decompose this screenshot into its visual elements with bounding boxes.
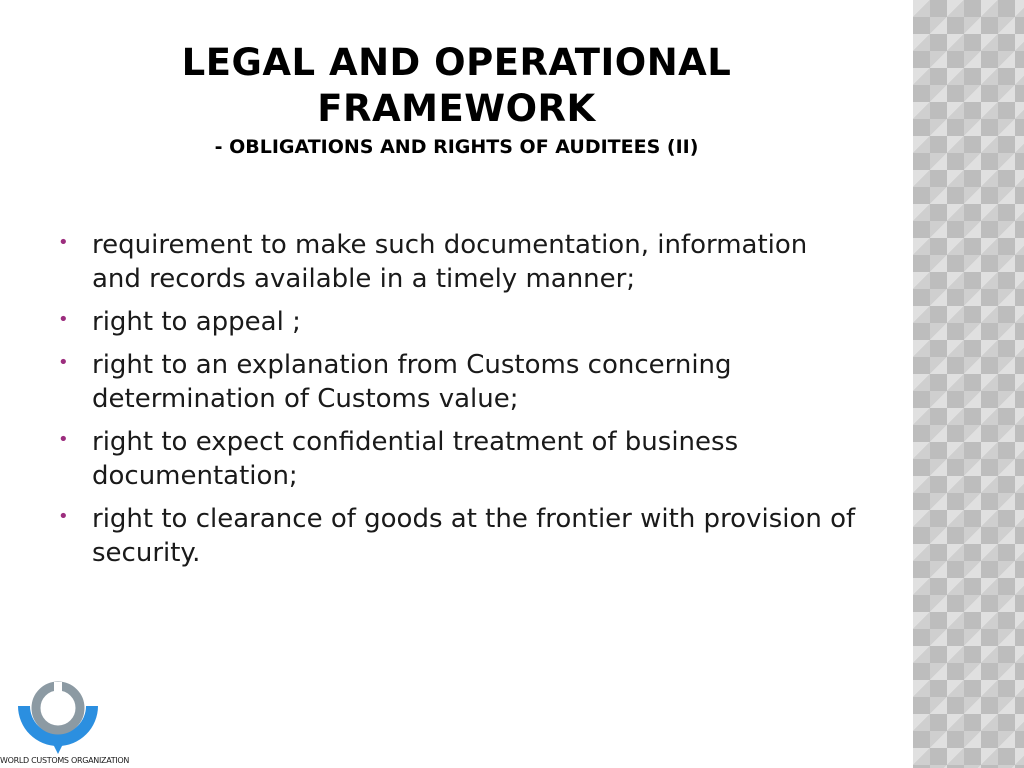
slide-title: LEGAL AND OPERATIONAL FRAMEWORK — [181, 41, 732, 130]
bullet-item — [58, 502, 858, 570]
bullet-text: requirement to make such documentation, information and records available in a timely manner; — [92, 230, 808, 294]
bullet-icon: • — [58, 506, 69, 527]
bullet-text: right to clearance of goods at the frontier with provision of security. — [92, 504, 856, 568]
bullet-icon: • — [58, 232, 69, 253]
logo-blue-drop — [50, 738, 66, 754]
bullet-icon: • — [58, 309, 69, 330]
bullet-list — [58, 228, 858, 579]
slide-title-block — [0, 40, 913, 160]
slide-subtitle: - OBLIGATIONS AND RIGHTS OF AUDITEES (II) — [214, 136, 699, 158]
logo-caption: WORLD CUSTOMS ORGANIZATION — [0, 756, 130, 765]
bullet-icon: • — [58, 352, 69, 373]
bullet-text: right to expect confidential treatment of business documentation; — [92, 427, 739, 491]
logo-grey-gap — [54, 682, 62, 696]
bullet-item — [58, 348, 858, 416]
bullet-text: right to an explanation from Customs concerning determination of Customs value; — [92, 350, 732, 414]
bullet-text: right to appeal ; — [92, 307, 301, 337]
decorative-side-panel — [913, 0, 1024, 768]
wco-logo-icon — [0, 676, 130, 768]
bullet-item — [58, 425, 858, 493]
bullet-item — [58, 228, 858, 296]
bullet-icon: • — [58, 429, 69, 450]
bullet-item — [58, 305, 858, 339]
